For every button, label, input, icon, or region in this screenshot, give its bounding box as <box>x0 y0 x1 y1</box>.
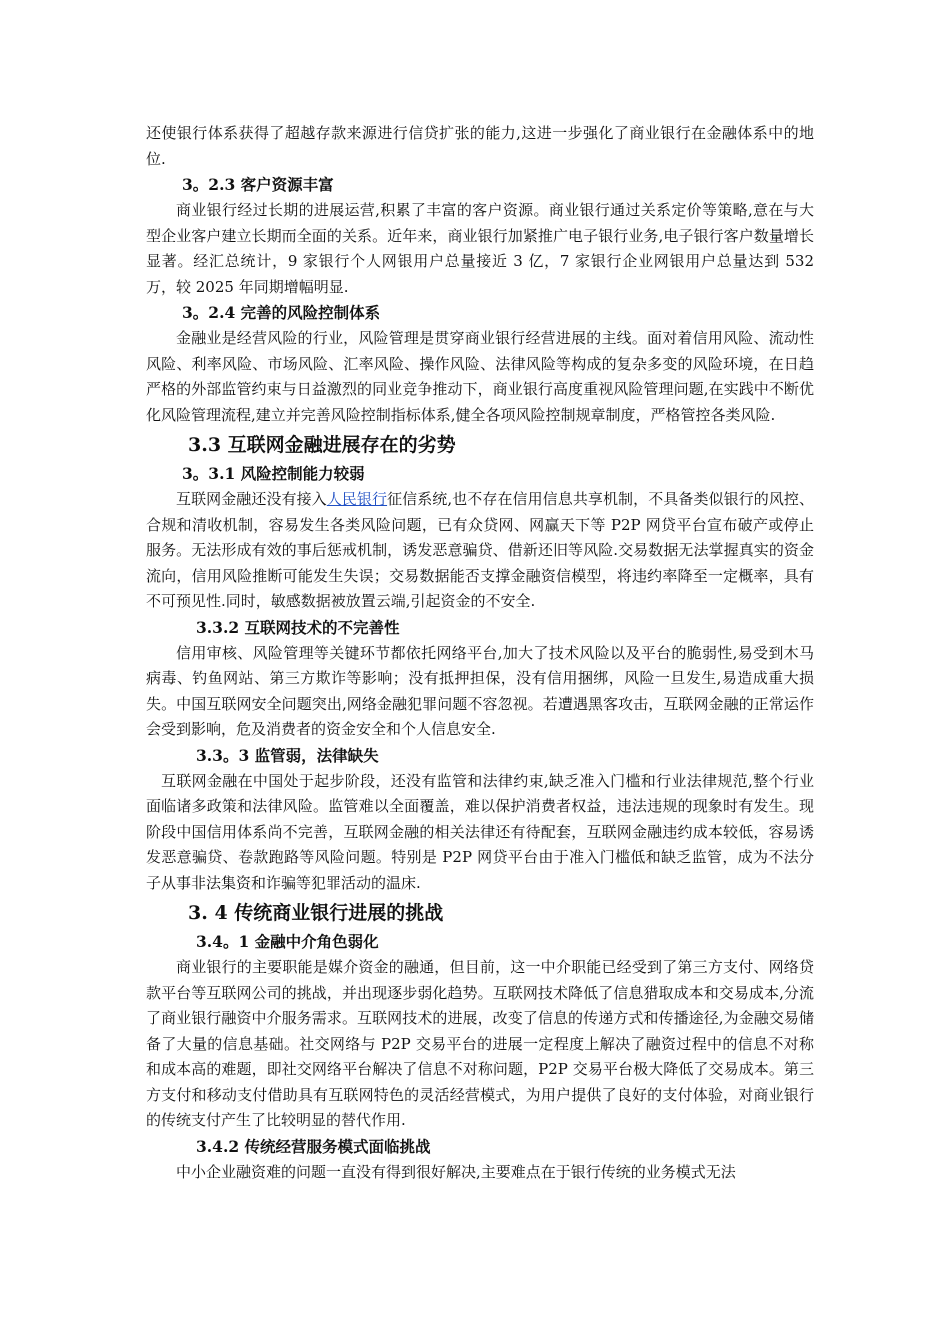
heading-3-2-3: 3。2.3 客户资源丰富 <box>182 175 334 194</box>
paragraph-risk-control-system: 金融业是经营风险的行业，风险管理是贯穿商业银行经营进展的主线。面对着信用风险、流动性风险、利率风险、市场风险、汇率风险、操作风险、法律风险等构成的复杂多变的风险环境，在日趋严格的外部监管约束与日益激烈的同业竞争推动下，商业银行高度重视风险管理问题,在实践中不断优化风险管理流程,建立并完善风险控制指标体系,健全各项风险控制规章制度，严格管控各类风险. <box>146 329 814 424</box>
heading-3-3-3: 3.3。3 监管弱，法律缺失 <box>196 745 379 765</box>
heading-3-3-2: 3.3.2 互联网技术的不完善性 <box>196 617 400 637</box>
heading-3-3-1: 3。3.1 风险控制能力较弱 <box>182 464 365 483</box>
paragraph-text-start: 互联网金融还没有接入 <box>176 490 327 508</box>
paragraph-regulation-weak: 互联网金融在中国处于起步阶段，还没有监管和法律约束,缺乏准入门槛和行业法律规范,整个行业面临诸多政策和法律风险。监管难以全面覆盖，难以保护消费者权益，违法违规的现象时有发生。现阶段中国信用体系尚不完善，互联网金融的相关法律还有待配套，互联网金融违约成本较低，容易诱发恶意骗贷、卷款跑路等风险问题。特别是 P2P 网贷平台由于准入门槛低和缺乏监管，成为不法分子从事非法集资和诈骗等犯罪活动的温床. <box>146 771 814 892</box>
paragraph-service-model-challenge: 中小企业融资难的问题一直没有得到很好解决,主要难点在于银行传统的业务模式无法 <box>176 1162 736 1181</box>
paragraph-tech-imperfection: 信用审核、风险管理等关键环节都依托网络平台,加大了技术风险以及平台的脆弱性,易受到木马病毒、钓鱼网站、第三方欺诈等影响；没有抵押担保，没有信用捆绑，风险一旦发生,易造成重大损失。中国互联网安全问题突出,网络金融犯罪问题不容忽视。若遭遇黑客攻击，互联网金融的正常运作会受到影响，危及消费者的资金安全和个人信息安全. <box>146 643 814 738</box>
document-page <box>146 121 814 1185</box>
paragraph-intermediary-weakening: 商业银行的主要职能是媒介资金的融通，但目前，这一中介职能已经受到了第三方支付、网络贷款平台等互联网公司的挑战，并出现逐步弱化趋势。互联网技术降低了信息猎取成本和交易成本,分流了商业银行融资中介服务需求。互联网技术的进展，改变了信息的传递方式和传播途径,为金融交易储备了大量的信息基础。社交网络与 P2P 交易平台的进展一定程度上解决了融资过程中的信息不对称和成本高的难题，即社交网络平台解决了信息不对称问题，P2P 交易平台极大降低了交易成本。第三方支付和移动支付借助具有互联网特色的灵活经营模式，为用户提供了良好的支付体验，对商业银行的传统支付产生了比较明显的替代作用. <box>146 958 814 1129</box>
paragraph-customer-resources: 商业银行经过长期的进展运营,积累了丰富的客户资源。商业银行通过关系定价等策略,意在与大型企业客户建立长期而全面的关系。近年来，商业银行加紧推广电子银行业务,电子银行客户数量增长显著。经汇总统计，9 家银行个人网银用户总量接近 3 亿，7 家银行企业网银用户总量达到 532 万，较 2025 年同期增幅明显. <box>146 201 814 296</box>
paragraph-text-rest: 征信系统,也不存在信用信息共享机制，不具备类似银行的风控、合规和清收机制，容易发生各类风险问题，已有众贷网、网赢天下等 P2P 网贷平台宣布破产或停止服务。无法形成有效的事后惩戒机制，诱发恶意骗贷、借新还旧等风险.交易数据无法掌握真实的资金流向，信用风险推断可能发生失误；交易数据能否支撑金融资信模型，将违约率降至一定概率，具有不可预见性.同时，敏感数据被放置云端,引起资金的不安全. <box>146 490 814 610</box>
heading-3-4-1: 3.4。1 金融中介角色弱化 <box>196 932 379 951</box>
heading-3-4-2: 3.4.2 传统经营服务模式面临挑战 <box>196 1136 431 1156</box>
paragraph-risk-control-weak <box>146 487 814 615</box>
heading-3-2-4: 3。2.4 完善的风险控制体系 <box>182 303 381 322</box>
people-bank-link[interactable]: 人民银行 <box>326 490 388 508</box>
heading-3-3: 3.3 互联网金融进展存在的劣势 <box>188 434 456 456</box>
paragraph-intro: 还使银行体系获得了超越存款来源进行信贷扩张的能力,这进一步强化了商业银行在金融体系中的地位. <box>146 124 814 168</box>
heading-3-4: 3. 4 传统商业银行进展的挑战 <box>188 902 444 924</box>
